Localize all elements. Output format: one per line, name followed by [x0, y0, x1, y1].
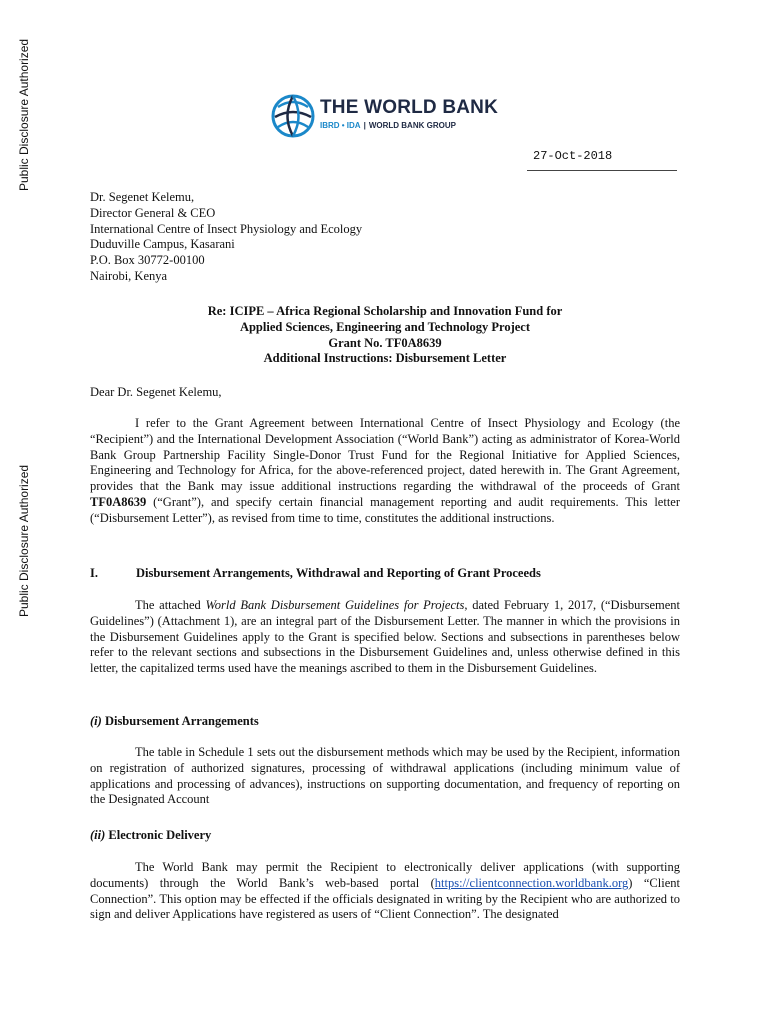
subject-block: [90, 304, 680, 367]
disclosure-label-middle: Public Disclosure Authorized: [17, 464, 31, 617]
section-title: Disbursement Arrangements, Withdrawal and Reporting of Grant Proceeds: [136, 566, 541, 580]
subject-line: Applied Sciences, Engineering and Technology Project: [239, 319, 531, 334]
section-heading-disbursement: [90, 566, 680, 582]
address-line: P.O. Box 30772-00100: [90, 253, 205, 268]
address-line: Director General & CEO: [90, 205, 216, 220]
section-number: I.: [90, 566, 98, 580]
paragraph-grant-agreement: I refer to the Grant Agreement between International Centre of Insect Physiology and Ecology (the “Recipient”) and the International Development Association (“World Bank”) acting as administrator of Korea-World Bank Group Partnership Facility Single-Donor Trust Fund for the Regional Initiative for Applied Sciences, Engineering and Technology for Africa, for the above-referenced project, dated herewith in. The Grant Agreement, provides that the Bank may issue additional instructions regarding the withdrawal of the proceeds of Grant TF0A8639 (“Grant”), and specify certain financial management reporting and audit requirements. This letter (“Disbursement Letter”), as revised from time to time, constitutes the additional instructions.: [90, 416, 680, 525]
subsection-disbursement-arrangements: [90, 714, 680, 730]
address-line: Dr. Segenet Kelemu,: [90, 190, 195, 204]
logo-world-bank-group: WORLD BANK GROUP: [368, 121, 456, 130]
logo-ibrd-ida: IBRD • IDA: [320, 121, 361, 130]
logo-subtitle: [320, 121, 456, 130]
salutation: Dear Dr. Segenet Kelemu,: [90, 385, 222, 399]
subject-line: Additional Instructions: Disbursement Letter: [263, 351, 507, 366]
logo-separator: |: [363, 121, 366, 130]
globe-icon: [270, 93, 316, 139]
recipient-address: [90, 190, 680, 285]
subject-line: Grant No. TF0A8639: [328, 335, 442, 350]
guidelines-title: World Bank Disbursement Guidelines for Projects: [205, 598, 465, 612]
address-line: Nairobi, Kenya: [90, 268, 168, 283]
subsection-number: (i): [90, 714, 102, 728]
address-line: International Centre of Insect Physiology and Ecology: [90, 221, 363, 236]
paragraph-electronic-delivery: The World Bank may permit the Recipient to electronically deliver applications (with supporting documents) through the World Bank’s web-based portal (https://clientconnection.worldbank.org) “Client Connection”. This option may be effected if the officials designated in writing by the Recipient who are authorized to sign and deliver Applications have registered as users of “Client Connection”. The designated: [90, 860, 680, 922]
world-bank-logo: [270, 91, 510, 143]
grant-number: TF0A8639: [90, 494, 147, 509]
letter-date: 27-Oct-2018: [533, 149, 613, 163]
disclosure-label-top: Public Disclosure Authorized: [17, 38, 31, 191]
subsection-electronic-delivery: [90, 828, 680, 844]
logo-name: THE WORLD BANK: [320, 97, 499, 118]
subject-line: Re: ICIPE – Africa Regional Scholarship and Innovation Fund for: [207, 304, 563, 318]
subsection-title: Disbursement Arrangements: [101, 714, 259, 728]
address-line: Duduville Campus, Kasarani: [90, 237, 235, 252]
client-connection-link[interactable]: https://clientconnection.worldbank.org: [434, 875, 629, 890]
paragraph-disbursement-guidelines: The attached World Bank Disbursement Guidelines for Projects, dated February 1, 2017, (“Disbursement Guidelines”) (Attachment 1), are an integral part of the Disbursement Letter. The manner in which the provisions in the Disbursement Guidelines apply to the Grant is specified below. Sections and subsections in parentheses below refer to the relevant sections and subsections in the Disbursement Guidelines and, unless otherwise defined in this letter, the capitalized terms used have the meanings ascribed to them in the Disbursement Guidelines.: [90, 598, 680, 676]
subsection-title: Electronic Delivery: [105, 828, 212, 842]
paragraph-schedule: The table in Schedule 1 sets out the disbursement methods which may be used by the Recipient, information on registration of authorized signatures, processing of withdrawal applications (including minimum value of applications and processing of advances), instructions on supporting documentation, and frequency of reporting on the Designated Account: [90, 745, 680, 807]
date-underline: [527, 170, 677, 171]
subsection-number: (ii): [90, 828, 106, 842]
